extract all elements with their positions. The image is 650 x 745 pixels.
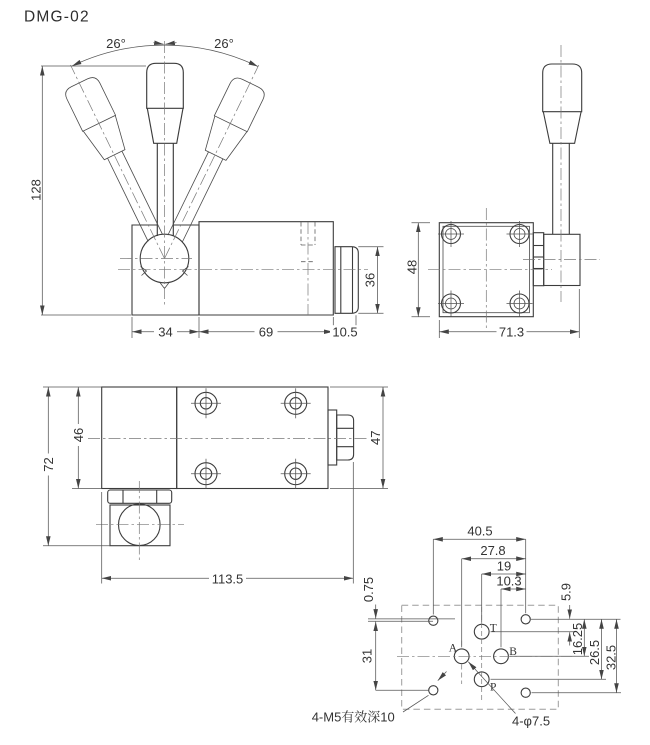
dim-26-5: 26.5 xyxy=(587,639,602,666)
port-view xyxy=(312,524,621,729)
top-centerlines xyxy=(88,439,367,564)
port-label-t: T xyxy=(489,622,497,635)
dim-10-3: 10.3 xyxy=(496,573,522,589)
top-view xyxy=(41,387,388,586)
side-bolts xyxy=(438,221,533,317)
lever-bracket xyxy=(544,234,580,285)
mount-hole-top-left xyxy=(429,616,438,625)
dim-5-9: 5.9 xyxy=(558,582,574,602)
port-label-a: A xyxy=(448,642,458,655)
end-plate xyxy=(328,410,337,465)
top-dimensions xyxy=(41,387,388,586)
side-dimensions xyxy=(404,223,579,340)
dim-19: 19 xyxy=(496,558,512,574)
top-bolts xyxy=(191,388,311,488)
front-angle-dimension xyxy=(72,36,258,67)
front-hidden-lines xyxy=(301,222,315,315)
port-dimensions-right xyxy=(491,583,622,693)
front-view xyxy=(29,36,384,340)
dim-34: 34 xyxy=(158,324,173,340)
dim-46: 46 xyxy=(70,427,86,443)
thread-holes-label: 4-M5有效深10 xyxy=(311,709,395,725)
dim-69: 69 xyxy=(258,324,274,340)
mount-hole-bottom-left xyxy=(429,686,438,695)
holes-leader-line xyxy=(468,662,515,714)
bolt-top-left xyxy=(438,221,464,247)
dim-31: 31 xyxy=(359,648,375,664)
lever-knob xyxy=(543,64,582,112)
top-outline xyxy=(102,387,354,546)
pivot-hex-nut xyxy=(108,490,172,503)
lever-center xyxy=(147,63,184,236)
dim-48: 48 xyxy=(404,259,420,275)
dim-32-5: 32.5 xyxy=(603,644,619,671)
dim-27-8: 27.8 xyxy=(480,543,506,558)
mount-hole-bottom-right xyxy=(521,688,530,697)
dim-113-5: 113.5 xyxy=(211,571,244,587)
side-view xyxy=(404,45,600,340)
dim-72: 72 xyxy=(40,457,56,472)
dim-10-5: 10.5 xyxy=(332,324,358,340)
front-dimensions xyxy=(29,66,384,340)
lever-tilted-right xyxy=(158,75,267,246)
front-outline xyxy=(132,222,358,315)
top-bolt-2 xyxy=(281,388,311,418)
dim-71-3: 71.3 xyxy=(498,324,525,340)
port-label-p: P xyxy=(490,681,497,694)
mount-hole-top-right xyxy=(521,615,530,624)
dim-128: 128 xyxy=(28,179,44,201)
top-bolt-1 xyxy=(191,388,221,418)
port-labels xyxy=(449,622,518,693)
page-title: DMG-02 xyxy=(24,8,90,26)
port-holes-label: 4-φ7.5 xyxy=(512,713,551,729)
mounting-face-outline xyxy=(402,605,559,709)
dim-16-25: 16.25 xyxy=(570,622,585,656)
port-label-b: B xyxy=(509,646,517,658)
top-bolt-4 xyxy=(281,459,311,489)
angle-left-label: 26° xyxy=(106,36,126,51)
dim-36: 36 xyxy=(362,272,378,288)
dim-0-75: 0.75 xyxy=(361,576,376,603)
side-outline xyxy=(439,64,581,317)
angle-right-label: 26° xyxy=(214,36,234,51)
port-dimensions-left xyxy=(360,577,456,690)
port-leaders xyxy=(312,662,550,729)
end-nut xyxy=(335,247,358,314)
top-bolt-3 xyxy=(191,459,221,489)
dim-47: 47 xyxy=(368,430,383,446)
dim-40-5: 40.5 xyxy=(467,523,493,539)
port-dimensions-top xyxy=(433,524,525,648)
end-nut-top xyxy=(337,415,354,460)
bolt-top-right xyxy=(507,221,533,247)
